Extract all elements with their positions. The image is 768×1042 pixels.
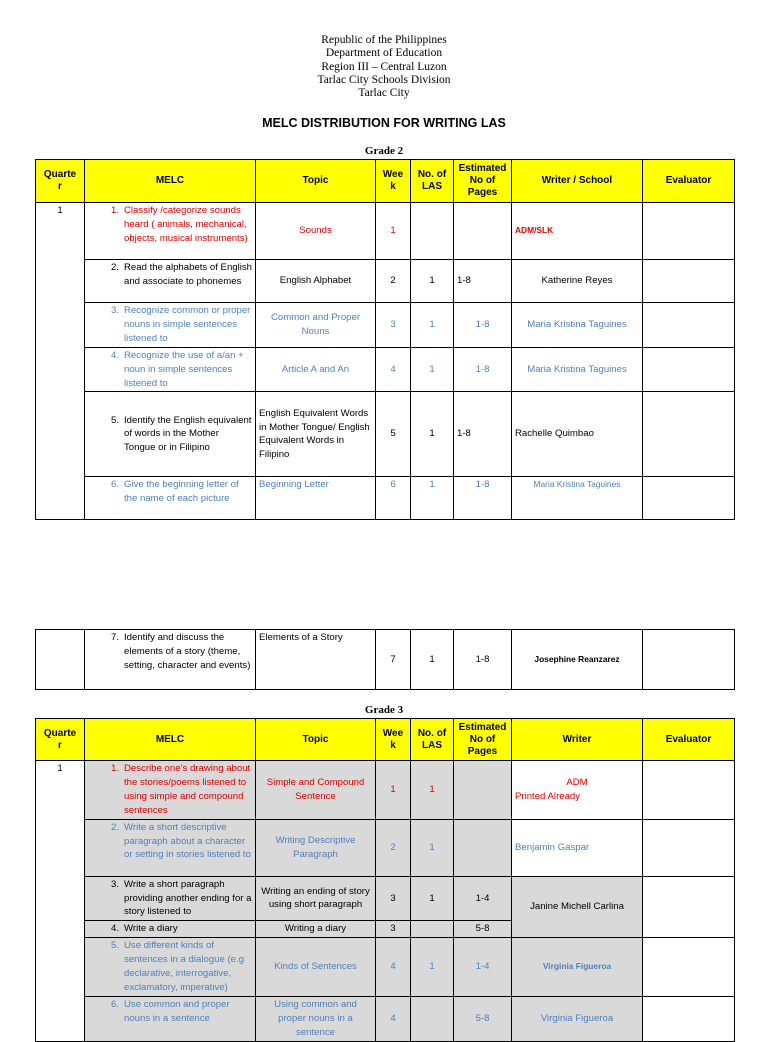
writer-line: ADM — [566, 776, 588, 788]
melc-number: 3. — [110, 878, 119, 890]
writer-cell: Rachelle Quimbao — [512, 392, 643, 477]
las-cell: 1 — [411, 303, 454, 348]
melc-number: 2. — [110, 821, 119, 833]
melc-text: Describe one’s drawing about the stories/poems listened to using simple and compound sentences — [124, 763, 251, 816]
week-cell: 4 — [376, 938, 411, 997]
topic-cell: English Equivalent Words in Mother Tongue/ English Equivalent Words in Filipino — [256, 392, 376, 477]
evaluator-cell — [643, 477, 735, 520]
topic-cell: Using common and proper nouns in a sentence — [256, 996, 376, 1041]
table-row — [36, 819, 735, 876]
topic-cell: Common and Proper Nouns — [256, 303, 376, 348]
header-line: Republic of the Philippines — [321, 34, 447, 46]
las-cell: 1 — [411, 260, 454, 303]
col-header-no-las: No. of LAS — [411, 160, 454, 203]
melc-cell — [85, 203, 256, 260]
melc-cell — [85, 761, 256, 820]
topic-cell: Writing a diary — [256, 921, 376, 938]
week-cell: 4 — [376, 996, 411, 1041]
topic-cell: Writing Descriptive Paragraph — [256, 819, 376, 876]
document-title: MELC DISTRIBUTION FOR WRITING LAS — [262, 116, 506, 130]
evaluator-cell — [643, 996, 735, 1041]
topic-cell: Article A and An — [256, 347, 376, 392]
week-cell: 1 — [376, 203, 411, 260]
evaluator-cell — [643, 260, 735, 303]
pages-cell: 1-8 — [454, 347, 512, 392]
week-cell: 6 — [376, 477, 411, 520]
col-header-writer: Writer — [512, 719, 643, 761]
col-header-evaluator: Evaluator — [643, 719, 735, 761]
col-header-week: Wee k — [376, 719, 411, 761]
melc-number: 5. — [110, 414, 119, 426]
las-cell — [411, 921, 454, 938]
pages-cell: 1-8 — [454, 630, 512, 690]
table-header-row — [36, 160, 735, 203]
week-cell: 4 — [376, 347, 411, 392]
col-header-quarter: Quarte r — [36, 160, 85, 203]
melc-text: Read the alphabets of English and associate to phonemes — [124, 262, 253, 287]
col-header-melc: MELC — [85, 719, 256, 761]
document-header — [0, 34, 768, 100]
melc-cell — [85, 260, 256, 303]
pages-cell: 1-8 — [454, 260, 512, 303]
melc-number: 7. — [110, 632, 119, 643]
las-cell: 1 — [411, 761, 454, 820]
topic-cell: Kinds of Sentences — [256, 938, 376, 997]
week-cell: 3 — [376, 303, 411, 348]
topic-cell: Elements of a Story — [256, 630, 376, 690]
melc-cell — [85, 876, 256, 921]
writer-cell — [512, 761, 643, 820]
grade-3-table — [35, 718, 735, 1042]
grade-2-continued-table — [35, 629, 735, 690]
writer-cell: Maria Kristina Taguines — [512, 477, 643, 520]
melc-number: 5. — [110, 940, 119, 952]
quarter-cell: 1 — [36, 761, 85, 1042]
grade-3-label: Grade 3 — [364, 704, 404, 716]
topic-cell: Writing an ending of story using short paragraph — [256, 876, 376, 921]
pages-cell: 5-8 — [454, 996, 512, 1041]
evaluator-cell — [643, 819, 735, 876]
writer-cell: Virginia Figueroa — [512, 996, 643, 1041]
week-cell: 1 — [376, 761, 411, 820]
table-row — [36, 938, 735, 997]
evaluator-cell — [643, 347, 735, 392]
pages-cell: 1-8 — [454, 392, 512, 477]
melc-number: 1. — [110, 763, 119, 774]
melc-number: 1. — [110, 205, 119, 216]
table-row — [36, 996, 735, 1041]
melc-text: Write a short paragraph providing another ending for a story listened to — [124, 878, 252, 918]
week-cell: 3 — [376, 876, 411, 921]
melc-cell — [85, 477, 256, 520]
writer-line: Printed Already — [515, 790, 581, 802]
table-row — [36, 876, 735, 921]
melc-number: 4. — [110, 923, 119, 935]
melc-cell — [85, 392, 256, 477]
writer-cell: Janine Michell Carlina — [512, 876, 643, 938]
melc-cell — [85, 819, 256, 876]
week-cell: 2 — [376, 819, 411, 876]
topic-cell: Simple and Compound Sentence — [256, 761, 376, 820]
melc-text: Classify /categorize sounds heard ( animals, mechanical, objects, musical instruments) — [124, 205, 248, 244]
header-line: Tarlac City — [358, 87, 410, 100]
melc-number: 4. — [110, 349, 119, 361]
pages-cell — [454, 819, 512, 876]
table-row — [36, 392, 735, 477]
pages-cell: 1-4 — [454, 876, 512, 921]
writer-cell: Katherine Reyes — [512, 260, 643, 303]
pages-cell: 5-8 — [454, 921, 512, 938]
col-header-topic: Topic — [256, 160, 376, 203]
col-header-pages: Estimated No of Pages — [454, 160, 512, 203]
las-cell: 1 — [411, 477, 454, 520]
quarter-cell: 1 — [36, 203, 85, 520]
topic-cell: Sounds — [256, 203, 376, 260]
pages-cell: 1-8 — [454, 477, 512, 520]
header-line: Tarlac City Schools Division — [317, 73, 451, 86]
evaluator-cell — [643, 303, 735, 348]
las-cell: 1 — [411, 819, 454, 876]
writer-cell: Benjamin Gaspar — [512, 819, 643, 876]
melc-cell — [85, 347, 256, 392]
pages-cell — [454, 203, 512, 260]
melc-text: Recognize the use of a/an + noun in simple sentences listened to — [124, 349, 244, 389]
melc-text: Give the beginning letter of the name of each picture — [124, 479, 239, 505]
melc-number: 3. — [110, 305, 119, 316]
melc-cell — [85, 630, 256, 690]
melc-cell — [85, 996, 256, 1041]
grade-2-label: Grade 2 — [364, 145, 404, 157]
week-cell: 5 — [376, 392, 411, 477]
melc-text: Identify the English equivalent of words in the Mother Tongue or in Filipino — [124, 414, 252, 454]
las-cell: 1 — [411, 347, 454, 392]
table-row — [36, 203, 735, 260]
evaluator-cell — [643, 392, 735, 477]
melc-text: Use common and proper nouns in a sentence — [124, 998, 230, 1024]
melc-text: Write a diary — [124, 923, 178, 935]
las-cell: 1 — [411, 630, 454, 690]
melc-cell — [85, 921, 256, 938]
melc-cell — [85, 303, 256, 348]
melc-text: Recognize common or proper nouns in simple sentences listened to — [124, 305, 251, 344]
writer-cell: Maria Kristina Taguines — [512, 303, 643, 348]
col-header-writer-school: Writer / School — [512, 160, 643, 203]
table-row — [36, 477, 735, 520]
evaluator-cell — [643, 203, 735, 260]
table-row — [36, 761, 735, 820]
quarter-cell — [36, 630, 85, 690]
writer-cell: Maria Kristina Taguines — [512, 347, 643, 392]
las-cell: 1 — [411, 392, 454, 477]
week-cell: 7 — [376, 630, 411, 690]
grade-2-table — [35, 159, 735, 520]
pages-cell: 1-8 — [454, 303, 512, 348]
col-header-no-las: No. of LAS — [411, 719, 454, 761]
table-row — [36, 260, 735, 303]
las-cell — [411, 203, 454, 260]
melc-text: Use different kinds of sentences in a dialogue (e.g declarative, interrogative, exclamatory, imperative) — [124, 940, 245, 993]
table-row — [36, 347, 735, 392]
melc-text: Write a short descriptive paragraph about a character or setting in stories listened to — [124, 821, 251, 861]
evaluator-cell — [643, 761, 735, 820]
col-header-melc: MELC — [85, 160, 256, 203]
las-cell — [411, 996, 454, 1041]
week-cell: 3 — [376, 921, 411, 938]
week-cell: 2 — [376, 260, 411, 303]
col-header-topic: Topic — [256, 719, 376, 761]
pages-cell: 1-4 — [454, 938, 512, 997]
table-row — [36, 303, 735, 348]
topic-cell: English Alphabet — [256, 260, 376, 303]
melc-number: 2. — [110, 262, 119, 273]
col-header-quarter: Quarte r — [36, 719, 85, 761]
melc-number: 6. — [110, 998, 119, 1010]
writer-cell: Josephine Reanzarez — [512, 630, 643, 690]
header-line: Region III – Central Luzon — [321, 60, 447, 73]
melc-cell — [85, 938, 256, 997]
writer-cell: Virginia Figueroa — [512, 938, 643, 997]
evaluator-cell — [643, 876, 735, 938]
table-header-row — [36, 719, 735, 761]
col-header-evaluator: Evaluator — [643, 160, 735, 203]
melc-text: Identify and discuss the elements of a story (theme, setting, character and events) — [124, 632, 251, 671]
melc-number: 6. — [110, 479, 119, 491]
las-cell: 1 — [411, 938, 454, 997]
topic-cell: Beginning Letter — [256, 477, 376, 520]
table-row — [36, 630, 735, 690]
col-header-pages: Estimated No of Pages — [454, 719, 512, 761]
writer-cell: ADM/SLK — [512, 203, 643, 260]
evaluator-cell — [643, 630, 735, 690]
pages-cell — [454, 761, 512, 820]
evaluator-cell — [643, 938, 735, 997]
col-header-week: Wee k — [376, 160, 411, 203]
header-line: Department of Education — [325, 47, 443, 60]
las-cell: 1 — [411, 876, 454, 921]
